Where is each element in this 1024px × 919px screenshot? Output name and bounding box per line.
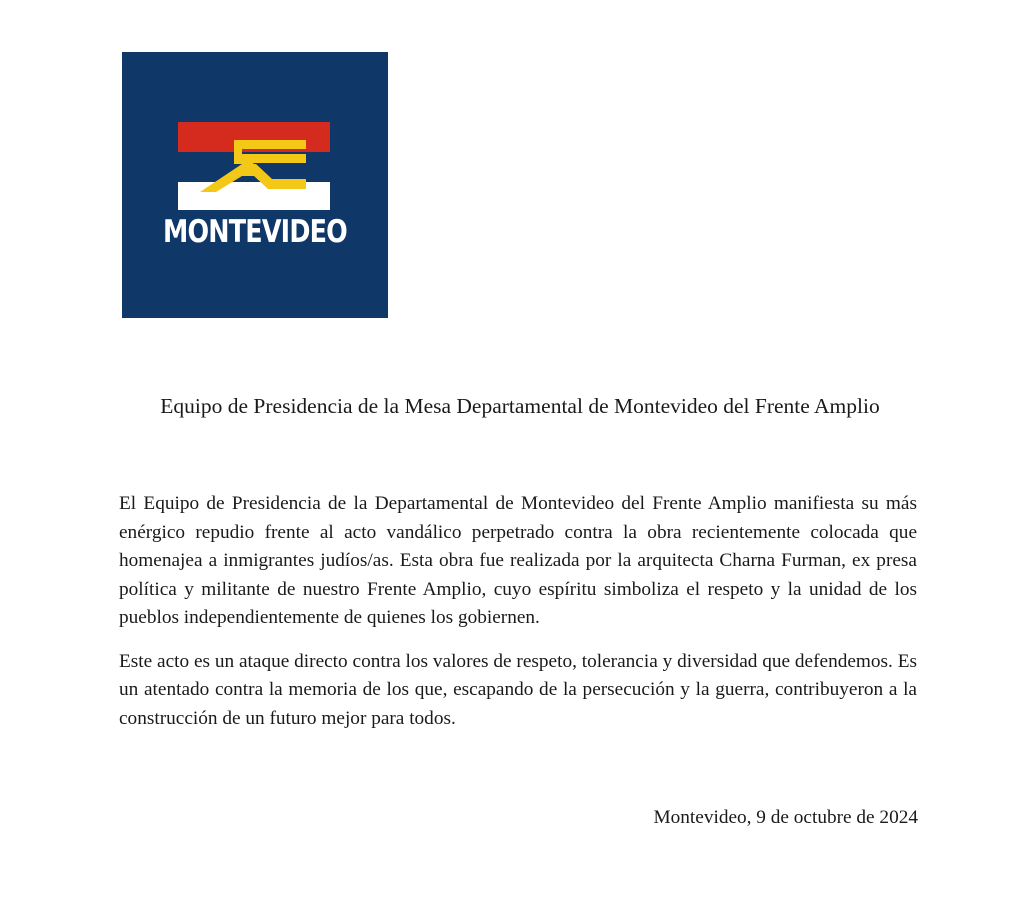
statement-body — [119, 490, 917, 748]
logo-wordmark: MONTEVIDEO — [163, 214, 347, 250]
paragraph-1: El Equipo de Presidencia de la Departamental de Montevideo del Frente Amplio manifiesta su más enérgico repudio frente al acto vandálico perpetrado contra la obra recientemente colocada que homenajea a inmigrantes judíos/as. Esta obra fue realizada por la arquitecta Charna Furman, ex presa política y militante de nuestro Frente Amplio, cuyo espíritu simboliza el respeto y la unidad de los pueblos independientemente de quienes los gobiernen. — [119, 493, 917, 628]
montevideo-logo — [122, 52, 388, 318]
montevideo-emblem-icon — [122, 52, 388, 318]
page-title: Equipo de Presidencia de la Mesa Departamental de Montevideo del Frente Amplio — [160, 394, 880, 418]
paragraph-2: Este acto es un ataque directo contra los valores de respeto, tolerancia y diversidad que defendemos. Es un atentado contra la memoria de los que, escapando de la persecución y la guerra, contribuyeron a la construcción de un futuro mejor para todos. — [119, 650, 917, 729]
date-line: Montevideo, 9 de octubre de 2024 — [653, 807, 918, 828]
